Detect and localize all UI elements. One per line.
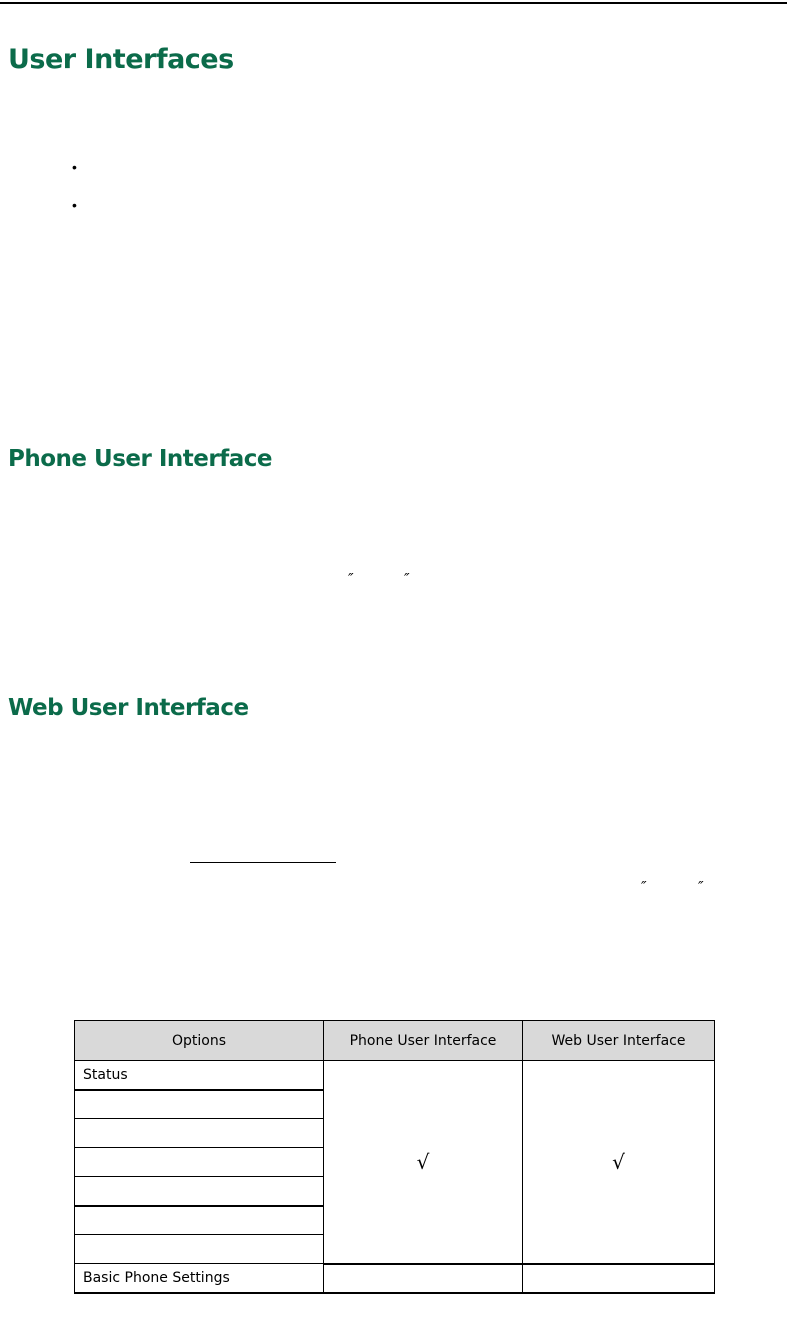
link-underline[interactable] bbox=[190, 862, 336, 863]
interface-comparison-table bbox=[74, 1020, 715, 1294]
option-cell bbox=[75, 1090, 324, 1119]
table-header-row bbox=[75, 1021, 715, 1061]
section-heading-phone-ui: Phone User Interface bbox=[8, 446, 272, 472]
open-quote-mark-2: ″ bbox=[641, 878, 647, 896]
column-header-web-ui: Web User Interface bbox=[523, 1021, 715, 1061]
bullet-2: • bbox=[72, 197, 77, 213]
close-quote-mark: ″ bbox=[404, 570, 410, 588]
column-header-options: Options bbox=[75, 1021, 324, 1061]
bullet-1: • bbox=[72, 159, 77, 175]
table-row bbox=[75, 1061, 715, 1090]
open-quote-mark: ″ bbox=[348, 570, 354, 588]
column-header-phone-ui: Phone User Interface bbox=[324, 1021, 523, 1061]
option-cell bbox=[75, 1119, 324, 1148]
option-cell bbox=[75, 1148, 324, 1177]
close-quote-mark-2: ″ bbox=[698, 878, 704, 896]
table-row bbox=[75, 1264, 715, 1293]
empty-cell bbox=[324, 1264, 523, 1293]
phone-ui-check-mark: √ bbox=[324, 1061, 523, 1264]
section-heading-web-ui: Web User Interface bbox=[8, 695, 249, 721]
option-cell bbox=[75, 1235, 324, 1264]
option-cell bbox=[75, 1206, 324, 1235]
option-cell: Status bbox=[75, 1061, 324, 1090]
page-top-rule bbox=[0, 2, 787, 4]
option-cell: Basic Phone Settings bbox=[75, 1264, 324, 1293]
empty-cell bbox=[523, 1264, 715, 1293]
web-ui-check-mark: √ bbox=[523, 1061, 715, 1264]
option-cell bbox=[75, 1177, 324, 1206]
page-title: User Interfaces bbox=[8, 44, 234, 75]
